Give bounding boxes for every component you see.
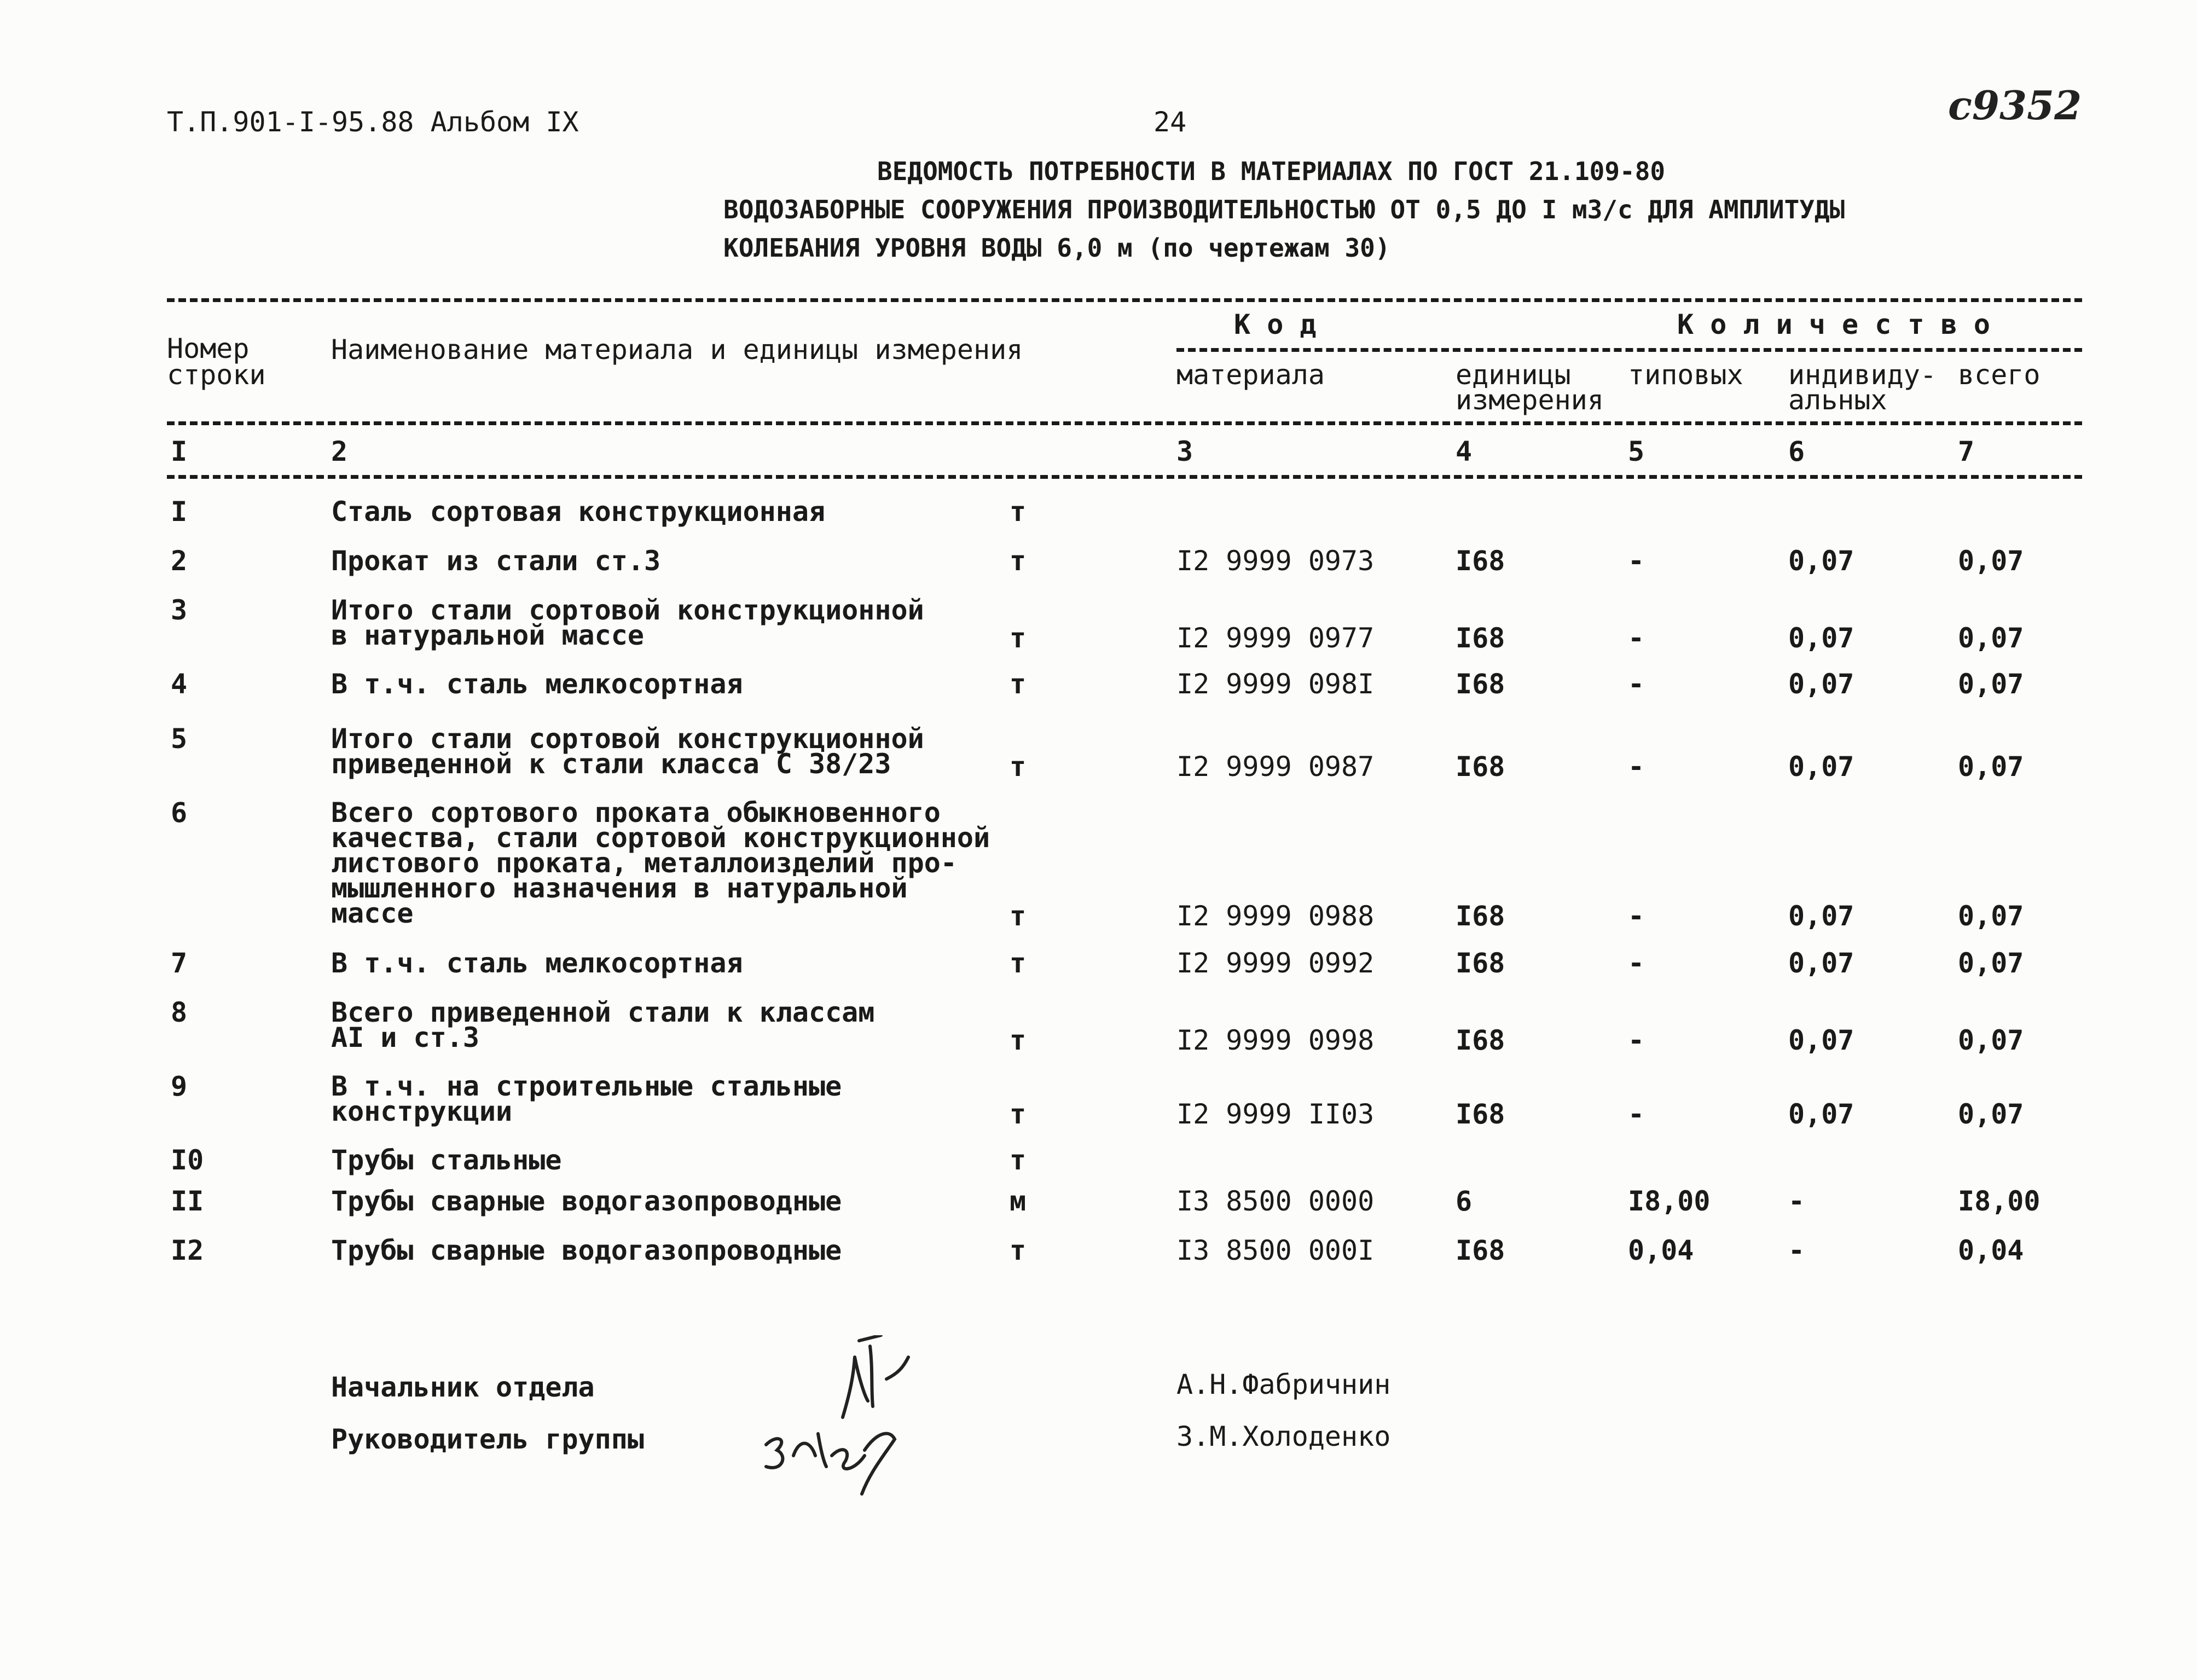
material-name-line: конструкции [331,1096,513,1127]
row-number: 8 [171,997,188,1028]
material-code: I2 9999 0988 [1176,900,1375,932]
page-number: 24 [1153,106,1187,138]
header-name: Наименование материала и единицы измерения [331,334,1023,366]
header-code-group: К о д [1234,309,1317,340]
qty-typical: - [1628,622,1645,654]
qty-typical: - [1628,1024,1645,1056]
unit-code: I68 [1456,545,1505,577]
unit-code: 6 [1456,1185,1473,1217]
unit-code: I68 [1456,668,1505,700]
qty-total: 0,07 [1958,947,2024,979]
material-name-line: Сталь сортовая конструкционная [331,496,826,528]
material-code: I2 9999 0987 [1176,751,1375,783]
row-number: 7 [171,947,188,979]
header-qty-individual-line2: альных [1788,384,1887,416]
qty-total: 0,07 [1958,668,2024,700]
header-bottom-rule [167,421,2082,425]
qty-typical: 0,04 [1628,1235,1694,1266]
title-line-2: ВОДОЗАБОРНЫЕ СООРУЖЕНИЯ ПРОИЗВОДИТЕЛЬНОСТЬЮ ОТ 0,5 ДО I м3/с ДЛЯ АМПЛИТУДЫ [723,195,1845,224]
header-code-unit-line1: единицы [1456,359,1571,391]
unit-code: I68 [1456,1235,1505,1266]
qty-total: 0,07 [1958,1024,2024,1056]
qty-individual: 0,07 [1788,1024,1854,1056]
material-name-line: Трубы сварные водогазопроводные [331,1235,842,1266]
qty-typical: I8,00 [1628,1185,1711,1217]
unit-of-measure: т [1010,622,1027,654]
material-name-line: AI и ст.3 [331,1022,479,1053]
material-code: I3 8500 0000 [1176,1185,1375,1217]
material-name-line: В т.ч. сталь мелкосортная [331,947,743,979]
material-name-line: Всего сортового проката обыкновенного [331,797,941,829]
qty-individual: - [1788,1185,1805,1217]
row-number: 4 [171,668,188,700]
unit-of-measure: т [1010,496,1027,528]
unit-of-measure: т [1010,1098,1027,1130]
column-number-7: 7 [1958,436,1975,467]
qty-typical: - [1628,947,1645,979]
header-qty-total: всего [1958,359,2041,391]
qty-typical: - [1628,900,1645,932]
material-name-line: листового проката, металлоизделий про- [331,847,957,879]
qty-total: 0,07 [1958,900,2024,932]
signature-role-head-of-department: Начальник отдела [331,1371,595,1403]
material-code: I2 9999 0992 [1176,947,1375,979]
material-name-line: массе [331,897,414,929]
signature-role-group-leader: Руководитель группы [331,1423,644,1455]
header-qty-typical: типовых [1628,359,1743,391]
material-name-line: Трубы сварные водогазопроводные [331,1185,842,1217]
material-name-line: в натуральной массе [331,619,644,651]
material-code: I2 9999 098I [1176,668,1375,700]
material-name-line: Итого стали сортовой конструкционной [331,723,924,755]
unit-of-measure: т [1010,1144,1027,1176]
qty-individual: 0,07 [1788,668,1854,700]
qty-individual: 0,07 [1788,947,1854,979]
material-code: I2 9999 0977 [1176,622,1375,654]
row-number: 5 [171,723,188,755]
material-code: I2 9999 0998 [1176,1024,1375,1056]
material-name-line: качества, стали сортовой конструкционной [331,822,990,854]
header-code-material: материала [1176,359,1325,391]
material-code: I3 8500 000I [1176,1235,1375,1266]
title-line-3: КОЛЕБАНИЯ УРОВНЯ ВОДЫ 6,0 м (по чертежам 30) [723,233,1390,263]
qty-typical: - [1628,668,1645,700]
header-code-unit-line2: измерения [1456,384,1604,416]
qty-total: 0,07 [1958,622,2024,654]
qty-individual: 0,07 [1788,900,1854,932]
qty-total: 0,07 [1958,1098,2024,1130]
title-line-1: ВЕДОМОСТЬ ПОТРЕБНОСТИ В МАТЕРИАЛАХ ПО ГОСТ 21.109-80 [877,157,1666,186]
unit-code: I68 [1456,1098,1505,1130]
qty-individual: 0,07 [1788,545,1854,577]
material-name-line: приведенной к стали класса С 38/23 [331,748,891,780]
column-number-4: 4 [1456,436,1473,467]
qty-total: I8,00 [1958,1185,2041,1217]
header-row-no-line1: Номер [167,333,250,364]
material-name-line: Прокат из стали ст.3 [331,545,661,577]
row-number: 2 [171,545,188,577]
material-name-line: мышленного назначения в натуральной [331,872,908,904]
column-numbers-bottom-rule [167,475,2082,479]
unit-of-measure: т [1010,668,1027,700]
row-number: 9 [171,1070,188,1102]
unit-of-measure: т [1010,947,1027,979]
unit-of-measure: т [1010,900,1027,932]
row-number: I [171,496,188,528]
handwritten-signature-1 [821,1335,963,1423]
header-quantity-group: К о л и ч е с т в о [1677,309,1990,340]
qty-individual: 0,07 [1788,751,1854,783]
material-name-line: В т.ч. на строительные стальные [331,1070,842,1102]
document-reference: Т.П.901-I-95.88 Альбом IX [167,106,579,138]
unit-code: I68 [1456,1024,1505,1056]
qty-total: 0,07 [1958,751,2024,783]
unit-code: I68 [1456,900,1505,932]
material-code: I2 9999 II03 [1176,1098,1375,1130]
column-number-1: I [171,436,188,467]
material-code: I2 9999 0973 [1176,545,1375,577]
qty-typical: - [1628,545,1645,577]
unit-code: I68 [1456,622,1505,654]
unit-of-measure: т [1010,1235,1027,1266]
header-row-no-line2: строки [167,359,266,391]
column-number-3: 3 [1176,436,1193,467]
material-name-line: Итого стали сортовой конструкционной [331,594,924,626]
unit-code: I68 [1456,947,1505,979]
material-name-line: В т.ч. сталь мелкосортная [331,668,743,700]
handwritten-archive-number: с9352 [1948,82,2082,129]
unit-of-measure: м [1010,1185,1027,1217]
qty-typical: - [1628,1098,1645,1130]
row-number: I0 [171,1144,204,1176]
unit-of-measure: т [1010,545,1027,577]
qty-individual: 0,07 [1788,1098,1854,1130]
column-number-5: 5 [1628,436,1645,467]
qty-total: 0,04 [1958,1235,2024,1266]
row-number: 3 [171,594,188,626]
row-number: 6 [171,797,188,829]
material-name-line: Всего приведенной стали к классам [331,997,875,1028]
unit-of-measure: т [1010,1024,1027,1056]
unit-code: I68 [1456,751,1505,783]
column-number-6: 6 [1788,436,1805,467]
column-number-2: 2 [331,436,348,467]
signature-name-head-of-department: А.Н.Фабричнин [1176,1369,1391,1400]
row-number: I2 [171,1235,204,1266]
material-name-line: Трубы стальные [331,1144,562,1176]
qty-total: 0,07 [1958,545,2024,577]
unit-of-measure: т [1010,751,1027,783]
row-number: II [171,1185,204,1217]
table-top-rule [167,298,2082,302]
qty-individual: - [1788,1235,1805,1266]
qty-typical: - [1628,751,1645,783]
signature-name-group-leader: З.М.Холоденко [1176,1421,1391,1452]
header-qty-individual-line1: индивиду- [1788,359,1937,391]
header-group-rule [1176,348,2082,352]
qty-individual: 0,07 [1788,622,1854,654]
handwritten-signature-2 [755,1412,919,1499]
